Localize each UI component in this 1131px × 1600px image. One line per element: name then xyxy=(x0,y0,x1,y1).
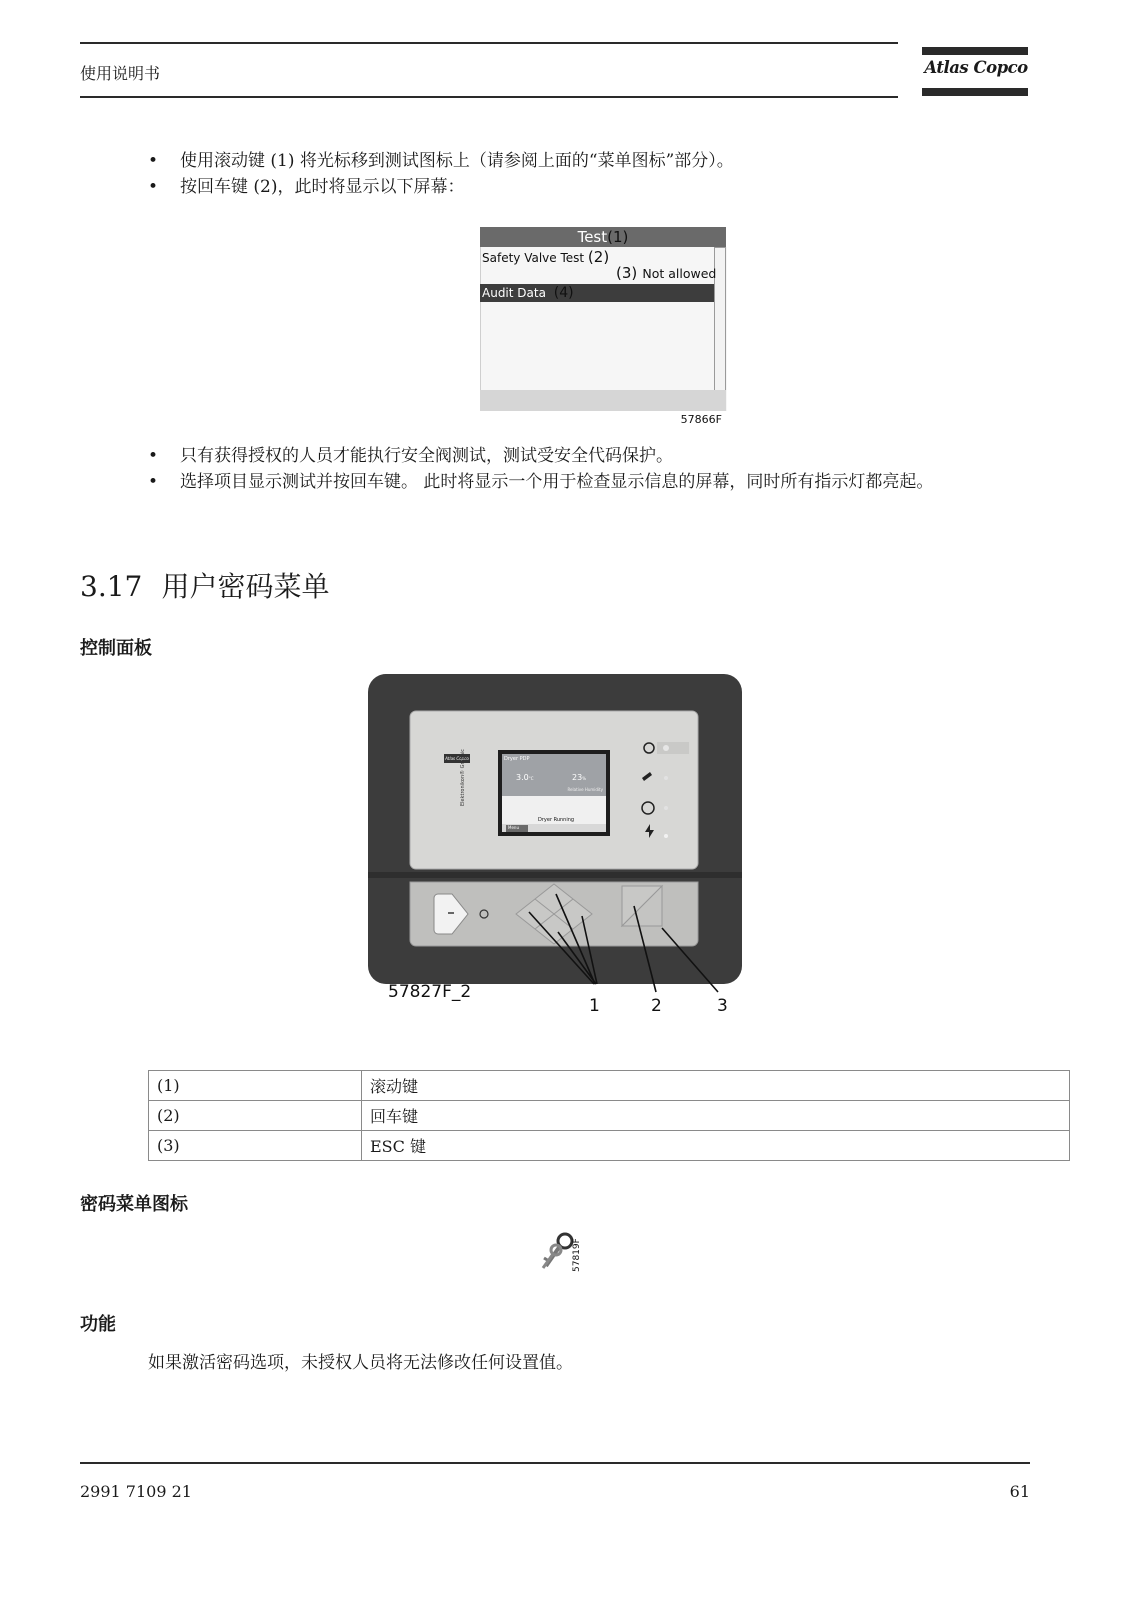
keys-icon xyxy=(540,1232,576,1272)
test-screen-status xyxy=(616,263,716,282)
header-rule-bottom xyxy=(80,96,898,98)
lcd-value-1 xyxy=(516,773,534,782)
audit-data-label: Audit Data xyxy=(482,286,546,300)
callout-2: 2 xyxy=(651,996,662,1016)
table-cell-ref: (1) xyxy=(149,1071,362,1101)
footer-rule xyxy=(80,1462,1030,1464)
table-row xyxy=(149,1101,1070,1131)
safety-valve-test-ref: (2) xyxy=(587,248,610,266)
control-panel-figure xyxy=(366,672,746,1022)
header-doc-title: 使用说明书 xyxy=(80,64,161,83)
lcd-value-2-number: 23 xyxy=(572,773,583,782)
section-heading xyxy=(80,565,329,605)
password-menu-icon-heading: 密码菜单图标 xyxy=(80,1194,188,1215)
callout-1: 1 xyxy=(589,996,600,1016)
lcd-value-2-unit: % xyxy=(582,776,586,781)
lcd-menu-label: Menu xyxy=(508,825,519,830)
list-item: • 使用滚动键 (1) 将光标移到测试图标上（请参阅上面的“菜单图标”部分）。 xyxy=(148,148,1048,174)
lcd-screen-content xyxy=(502,754,606,832)
test-screen-row1 xyxy=(482,248,609,267)
header-rule-top xyxy=(80,42,898,44)
lcd-value-1-unit: °C xyxy=(528,776,534,781)
callout-3: 3 xyxy=(717,996,728,1016)
list-item: • 只有获得授权的人员才能执行安全阀测试，测试受安全代码保护。 xyxy=(148,443,1038,469)
test-screen-figure xyxy=(480,227,726,427)
table-cell-ref: (3) xyxy=(149,1131,362,1161)
table-cell-desc: 滚动键 xyxy=(362,1071,1070,1101)
bullet-list-mid xyxy=(148,443,1038,495)
atlas-copco-logo xyxy=(922,47,1030,97)
table-cell-ref: (2) xyxy=(149,1101,362,1131)
control-panel-heading: 控制面板 xyxy=(80,638,152,659)
safety-valve-test-label: Safety Valve Test xyxy=(482,251,585,265)
footer-page-number: 61 xyxy=(1009,1482,1030,1501)
section-title: 用户密码菜单 xyxy=(161,570,330,603)
lcd-value-2-label: Relative Humidity xyxy=(567,787,603,792)
lcd-screen-title: Dryer PDP xyxy=(504,756,530,762)
list-item: • 按回车键 (2)，此时将显示以下屏幕： xyxy=(148,174,1048,200)
legend-table xyxy=(148,1070,1070,1161)
function-text: 如果激活密码选项，未授权人员将无法修改任何设置值。 xyxy=(148,1353,573,1373)
table-row xyxy=(149,1071,1070,1101)
audit-data-row xyxy=(480,284,714,302)
keys-icon-svg xyxy=(540,1232,576,1272)
audit-data-ref: (4) xyxy=(553,285,574,301)
footer-doc-number: 2991 7109 21 xyxy=(80,1482,192,1501)
logo-wordmark: Atlas Copco xyxy=(924,58,1028,77)
section-number: 3.17 xyxy=(80,570,143,603)
test-screen-figure-id: 57866F xyxy=(680,413,722,426)
table-cell-desc: ESC 键 xyxy=(362,1131,1070,1161)
table-row xyxy=(149,1131,1070,1161)
bullet-list-top xyxy=(148,148,1048,200)
control-panel-drawing xyxy=(366,672,746,1022)
table-cell-desc: 回车键 xyxy=(362,1101,1070,1131)
function-heading: 功能 xyxy=(80,1314,116,1335)
test-screen-title: Test xyxy=(577,228,608,246)
panel-brand: Atlas Copco xyxy=(445,756,469,761)
lcd-value-2 xyxy=(572,773,586,782)
panel-model: Elektronikon® Graphic xyxy=(460,748,466,806)
keys-icon-figure-id: 57819F xyxy=(572,1238,582,1272)
panel-figure-id: 57827F_2 xyxy=(388,982,472,1002)
list-item: • 选择项目显示测试并按回车键。 此时将显示一个用于检查显示信息的屏幕，同时所有指示灯都亮起。 xyxy=(148,469,1038,495)
test-screen-bottom-bar xyxy=(480,390,726,411)
status-text: Not allowed xyxy=(642,266,717,281)
test-screen-title-ref: (1) xyxy=(607,228,629,246)
lcd-value-1-number: 3.0 xyxy=(516,773,529,782)
lcd-status: Dryer Running xyxy=(538,817,575,823)
test-screen-title-bar xyxy=(480,227,726,247)
status-ref: (3) xyxy=(616,264,638,282)
